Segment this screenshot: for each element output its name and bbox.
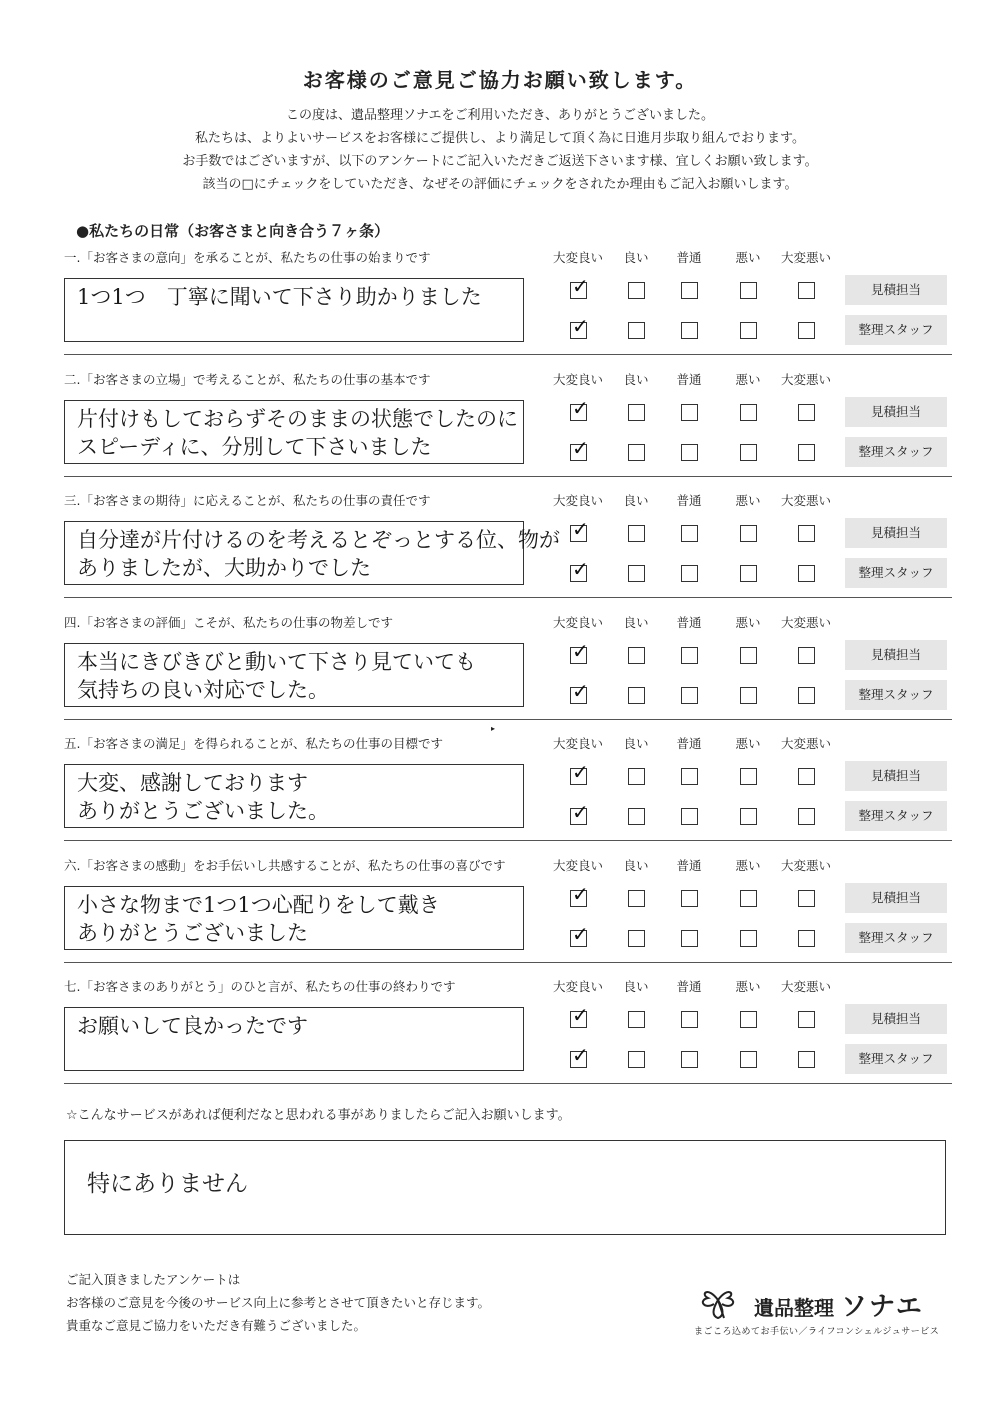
answer-line: 片付けもしておらずそのままの状態でしたのに — [77, 406, 518, 431]
question-title: 五.「お客さまの満足」を得られることが、私たちの仕事の目標です — [64, 736, 443, 751]
rating-checkbox[interactable] — [740, 322, 757, 339]
footer-line: ご記入頂きましたアンケートは — [66, 1272, 241, 1287]
answer-line: お願いして良かったです — [77, 1014, 308, 1038]
rating-checkbox[interactable] — [740, 647, 757, 664]
tag-estimator: 見積担当 — [845, 397, 947, 427]
rating-checkbox[interactable] — [681, 890, 698, 907]
question-title: 七.「お客さまのありがとう」のひと言が、私たちの仕事の終わりです — [64, 979, 456, 994]
tag-staff: 整理スタッフ — [845, 680, 947, 710]
rating-label: 大変良い — [552, 493, 604, 508]
question-title: 一.「お客さまの意向」を承ることが、私たちの仕事の始まりです — [64, 250, 431, 265]
tag-estimator: 見積担当 — [845, 275, 947, 305]
answer-line: 気持ちの良い対応でした。 — [77, 677, 329, 702]
rating-label: 良い — [623, 371, 649, 387]
check-mark-icon: ✓ — [572, 557, 589, 581]
rating-label: 大変良い — [552, 250, 604, 265]
rating-checkbox[interactable] — [570, 678, 589, 704]
rating-checkbox[interactable] — [798, 322, 815, 339]
rating-checkbox[interactable] — [570, 557, 589, 582]
question-divider — [64, 840, 952, 841]
tag-estimator: 見積担当 — [845, 883, 947, 913]
check-mark-icon: ✓ — [572, 314, 589, 338]
tag-estimator: 見積担当 — [845, 761, 947, 791]
intro-line: 該当の□にチェックをしていただき、なぜその評価にチェックをされたか理由もご記入お願いします。 — [202, 177, 798, 192]
answer-line: ありがとうございました — [77, 920, 308, 945]
rating-checkbox[interactable] — [681, 687, 698, 704]
rating-checkbox[interactable] — [798, 808, 815, 825]
stray-dot: ▸ — [491, 724, 496, 733]
rating-checkbox[interactable] — [628, 930, 645, 947]
question-divider — [64, 597, 952, 598]
rating-checkbox[interactable] — [740, 565, 757, 582]
question-divider — [64, 476, 952, 477]
rating-label: 大変悪い — [780, 736, 832, 751]
rating-label: 大変良い — [552, 371, 604, 387]
rating-checkbox[interactable] — [740, 768, 757, 785]
check-mark-icon: ✓ — [572, 395, 589, 420]
question-title: 二.「お客さまの立場」で考えることが、私たちの仕事の基本です — [64, 371, 431, 387]
tag-staff: 整理スタッフ — [845, 558, 947, 588]
question-divider — [64, 719, 952, 720]
rating-label: 良い — [623, 614, 649, 630]
company-name-small: 遺品整理 — [754, 1296, 834, 1320]
rating-label: 普通 — [676, 493, 702, 508]
answer-line: 大変、感謝しております — [77, 771, 308, 795]
rating-checkbox[interactable] — [798, 444, 815, 461]
rating-label: 大変良い — [552, 614, 604, 630]
rating-checkbox[interactable] — [628, 322, 645, 339]
tag-staff: 整理スタッフ — [845, 1044, 947, 1074]
rating-checkbox[interactable] — [628, 565, 645, 582]
answer-line: 1つ1つ 丁寧に聞いて下さり助かりました — [77, 285, 482, 309]
rating-checkbox[interactable] — [570, 638, 589, 664]
rating-label: 良い — [623, 250, 649, 265]
rating-checkbox[interactable] — [628, 1011, 645, 1028]
rating-label: 悪い — [735, 736, 761, 751]
check-mark-icon: ✓ — [572, 678, 589, 703]
rating-checkbox[interactable] — [570, 1003, 589, 1028]
intro-line: 私たちは、よりよいサービスをお客様にご提供し、より満足して頂く為に日進月歩取り組んでおります。 — [195, 131, 805, 146]
clover-logo-icon — [694, 1280, 742, 1320]
tag-estimator: 見積担当 — [845, 1004, 947, 1034]
rating-checkbox[interactable] — [798, 930, 815, 947]
tag-estimator: 見積担当 — [845, 518, 947, 548]
tag-estimator: 見積担当 — [845, 640, 947, 670]
tag-staff: 整理スタッフ — [845, 801, 947, 831]
check-mark-icon: ✓ — [572, 760, 589, 784]
rating-checkbox[interactable] — [628, 1051, 645, 1068]
check-mark-icon: ✓ — [572, 638, 589, 663]
rating-checkbox[interactable] — [570, 1043, 589, 1068]
rating-checkbox[interactable] — [798, 404, 815, 421]
check-mark-icon: ✓ — [572, 881, 589, 906]
rating-checkbox[interactable] — [740, 808, 757, 825]
answer-box[interactable] — [64, 643, 524, 707]
rating-label: 悪い — [735, 979, 761, 994]
rating-checkbox[interactable] — [570, 800, 589, 825]
question-title: 四.「お客さまの評価」こそが、私たちの仕事の物差しです — [64, 614, 393, 630]
intro-line: お手数ではございますが、以下のアンケートにご記入いただきご返送下さいます様、宜しくお願い致します。 — [182, 154, 818, 169]
footer-line: お客様のご意見を今後のサービス向上に参考とさせて頂きたいと存じます。 — [66, 1295, 491, 1310]
rating-checkbox[interactable] — [798, 565, 815, 582]
intro-text — [0, 104, 1000, 196]
rating-checkbox[interactable] — [740, 444, 757, 461]
answer-line: 小さな物まで1つ1つ心配りをして戴き — [77, 892, 440, 917]
answer-box[interactable] — [64, 521, 560, 585]
rating-checkbox[interactable] — [681, 322, 698, 339]
answer-box[interactable] — [64, 1007, 524, 1071]
rating-checkbox[interactable] — [628, 687, 645, 704]
rating-label: 大変悪い — [780, 371, 832, 387]
check-mark-icon: ✓ — [572, 800, 589, 824]
rating-label: 悪い — [735, 857, 761, 873]
rating-label: 大変良い — [552, 979, 604, 994]
rating-checkbox[interactable] — [798, 890, 815, 907]
answer-line: ありがとうございました。 — [77, 799, 329, 823]
rating-label: 良い — [623, 736, 649, 751]
rating-label: 大変悪い — [780, 614, 832, 630]
section-heading: ●私たちの日常（お客さまと向き合う７ヶ条） — [76, 222, 390, 240]
rating-checkbox[interactable] — [681, 444, 698, 461]
check-mark-icon: ✓ — [572, 274, 589, 298]
rating-label: 普通 — [676, 250, 702, 265]
rating-checkbox[interactable] — [628, 404, 645, 421]
rating-label: 大変悪い — [780, 250, 832, 265]
rating-checkbox[interactable] — [798, 647, 815, 664]
footer-line: 貴重なご意見ご協力をいただき有難うございました。 — [66, 1318, 367, 1333]
rating-label: 普通 — [676, 857, 702, 873]
rating-checkbox[interactable] — [740, 687, 757, 704]
rating-checkbox[interactable] — [570, 274, 589, 299]
rating-checkbox[interactable] — [740, 930, 757, 947]
rating-checkbox[interactable] — [681, 525, 698, 542]
footer-note — [66, 1268, 490, 1337]
tag-staff: 整理スタッフ — [845, 437, 947, 467]
rating-checkbox[interactable] — [681, 1011, 698, 1028]
question-title: 六.「お客さまの感動」をお手伝いし共感することが、私たちの仕事の喜びです — [64, 857, 506, 873]
rating-label: 大変悪い — [780, 493, 832, 508]
question-divider — [64, 354, 952, 355]
answer-box[interactable] — [64, 400, 524, 464]
rating-checkbox[interactable] — [798, 768, 815, 785]
rating-checkbox[interactable] — [798, 525, 815, 542]
rating-checkbox[interactable] — [681, 768, 698, 785]
rating-checkbox[interactable] — [570, 921, 589, 947]
rating-label: 良い — [623, 857, 649, 873]
rating-label: 大変良い — [552, 736, 604, 751]
check-mark-icon: ✓ — [572, 1043, 589, 1067]
rating-label: 悪い — [735, 614, 761, 630]
rating-checkbox[interactable] — [570, 314, 589, 339]
rating-checkbox[interactable] — [740, 890, 757, 907]
rating-checkbox[interactable] — [798, 1011, 815, 1028]
rating-label: 普通 — [676, 736, 702, 751]
rating-checkbox[interactable] — [681, 930, 698, 947]
answer-box[interactable] — [64, 278, 524, 342]
rating-checkbox[interactable] — [628, 890, 645, 907]
answer-line: スピーディに、分別して下さいました — [77, 434, 432, 459]
check-mark-icon: ✓ — [572, 517, 589, 541]
answer-line: ありましたが、大助かりでした — [77, 556, 371, 580]
rating-checkbox[interactable] — [681, 647, 698, 664]
answer-line: 本当にきびきびと動いて下さり見ていても — [77, 649, 476, 674]
page-title: お客様のご意見ご協力お願い致します。 — [302, 68, 698, 92]
rating-label: 良い — [623, 493, 649, 508]
rating-checkbox[interactable] — [570, 517, 589, 542]
rating-checkbox[interactable] — [740, 525, 757, 542]
intro-line: この度は、遺品整理ソナエをご利用いただき、ありがとうございました。 — [286, 108, 714, 123]
rating-label: 悪い — [735, 371, 761, 387]
rating-checkbox[interactable] — [681, 565, 698, 582]
rating-checkbox[interactable] — [628, 768, 645, 785]
rating-checkbox[interactable] — [628, 444, 645, 461]
rating-checkbox[interactable] — [681, 808, 698, 825]
rating-checkbox[interactable] — [740, 1051, 757, 1068]
rating-label: 悪い — [735, 250, 761, 265]
rating-checkbox[interactable] — [570, 435, 589, 461]
answer-box[interactable] — [64, 764, 524, 828]
question-divider — [64, 962, 952, 963]
answer-box[interactable] — [64, 886, 524, 950]
rating-label: 普通 — [676, 371, 702, 387]
suggestion-answer-box[interactable]: 特にありません — [64, 1140, 946, 1235]
rating-label: 大変良い — [552, 857, 604, 873]
rating-checkbox[interactable] — [740, 282, 757, 299]
rating-checkbox[interactable] — [681, 282, 698, 299]
check-mark-icon: ✓ — [572, 1003, 589, 1027]
question-title: 三.「お客さまの期待」に応えることが、私たちの仕事の責任です — [64, 493, 431, 508]
company-name-big: ソナエ — [840, 1292, 924, 1322]
rating-checkbox[interactable] — [570, 760, 589, 785]
rating-checkbox[interactable] — [681, 404, 698, 421]
rating-label: 良い — [623, 979, 649, 994]
rating-checkbox[interactable] — [798, 687, 815, 704]
rating-checkbox[interactable] — [570, 395, 589, 421]
rating-label: 大変悪い — [780, 979, 832, 994]
rating-checkbox[interactable] — [681, 1051, 698, 1068]
rating-checkbox[interactable] — [740, 404, 757, 421]
rating-label: 普通 — [676, 979, 702, 994]
rating-checkbox[interactable] — [570, 881, 589, 907]
rating-checkbox[interactable] — [628, 808, 645, 825]
rating-checkbox[interactable] — [628, 525, 645, 542]
answer-line: 自分達が片付けるのを考えるとぞっとする位、物が — [77, 528, 560, 552]
rating-label: 大変悪い — [780, 857, 832, 873]
check-mark-icon: ✓ — [572, 921, 589, 946]
rating-label: 普通 — [676, 614, 702, 630]
company-name — [754, 1286, 924, 1323]
tag-staff: 整理スタッフ — [845, 315, 947, 345]
rating-checkbox[interactable] — [740, 1011, 757, 1028]
rating-checkbox[interactable] — [628, 282, 645, 299]
tag-staff: 整理スタッフ — [845, 923, 947, 953]
rating-checkbox[interactable] — [798, 1051, 815, 1068]
company-tagline: まごころ込めてお手伝い／ライフコンシェルジュサービス — [694, 1327, 940, 1337]
suggestion-label: ☆こんなサービスがあれば便利だなと思われる事がありましたらご記入お願いします。 — [66, 1108, 571, 1123]
rating-checkbox[interactable] — [628, 647, 645, 664]
rating-checkbox[interactable] — [798, 282, 815, 299]
rating-label: 悪い — [735, 493, 761, 508]
check-mark-icon: ✓ — [572, 435, 589, 460]
question-divider — [64, 1083, 952, 1084]
